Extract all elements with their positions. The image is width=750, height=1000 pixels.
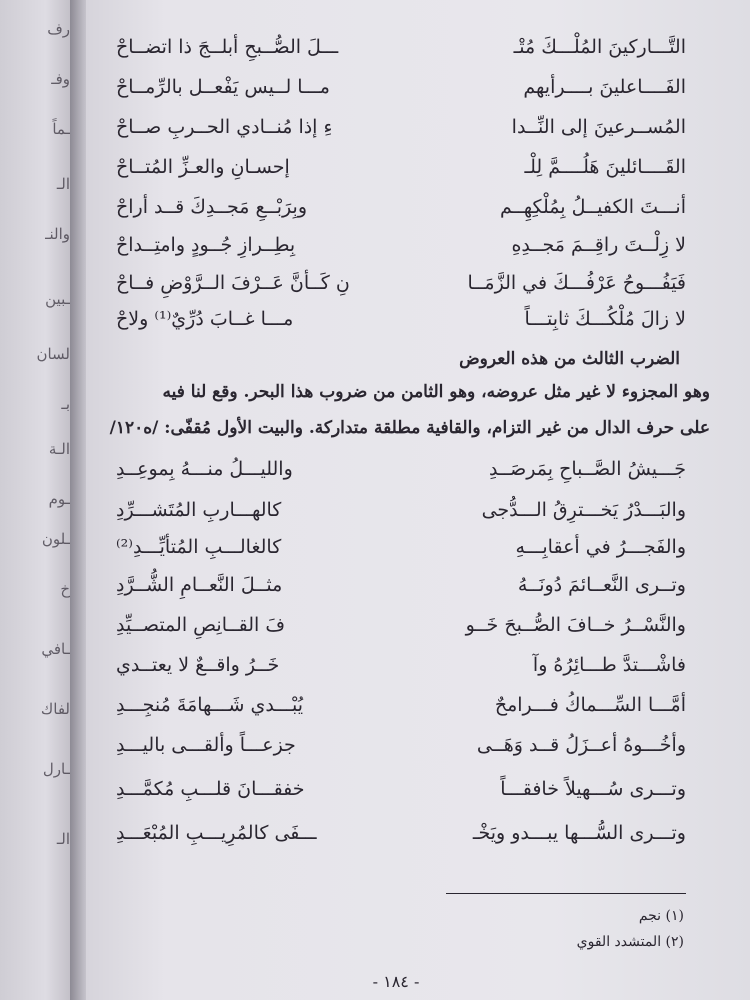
facing-fragment: بـ bbox=[61, 395, 70, 413]
verse-first-hemistich: أمَّـــا السِّـــماكُ فـــرامحٌ bbox=[494, 694, 686, 716]
facing-fragment: الـة bbox=[48, 440, 70, 458]
verse-second-hemistich: بِطِــرازِ جُــودٍ وامتِــداحْ bbox=[116, 234, 296, 256]
verse-line bbox=[116, 648, 686, 688]
verse-line bbox=[116, 530, 686, 570]
verse-first-hemistich: والبَـــدْرُ يَخـــترِقُ الـــدُّجى bbox=[481, 499, 686, 521]
verse-first-hemistich: وأخُـــوهُ أعــزَلُ قــد وَهَــى bbox=[476, 734, 686, 756]
verse-line bbox=[116, 688, 686, 728]
verse-second-hemistich: ـــفَى كالمُرِيـــبِ المُبْعَـــدِ bbox=[116, 822, 317, 844]
verse-first-hemistich: المُســرعينَ إلى النِّــدا bbox=[511, 116, 686, 138]
footnote: (١) نجم bbox=[638, 908, 684, 924]
facing-fragment: ـارل bbox=[42, 760, 70, 778]
verse-line bbox=[116, 728, 686, 768]
facing-fragment: ـوم bbox=[48, 490, 70, 508]
footnote: (٢) المتشدد القوي bbox=[576, 934, 684, 950]
verse-second-hemistich: ـــلَ الصُّــبحِ أبلــجَ ذا اتضــاحْ bbox=[116, 36, 339, 58]
prose-line: وهو المجزوء لا غير مثل عروضه، وهو الثامن من ضروب هذا البحر. وقع لنا فيه bbox=[162, 382, 710, 402]
facing-fragment: خ bbox=[60, 580, 70, 598]
verse-line bbox=[116, 228, 686, 268]
facing-fragment: والنـ bbox=[45, 225, 70, 243]
verse-first-hemistich: لا زالَ مُلْكُـــكَ ثابِتـــاً bbox=[524, 308, 686, 330]
verse-second-hemistich: والليـــلُ منـــهُ بِموعِــدِ bbox=[116, 458, 293, 480]
verse-first-hemistich: جَـــيشُ الصَّــباحِ بِمَرصَــدِ bbox=[489, 458, 686, 480]
prose-line: على حرف الدال من غير التزام، والقافية مطلقة متداركة. والبيت الأول مُقفّى: /ه١٢٠/ bbox=[109, 418, 710, 438]
verse-second-hemistich: جزعـــاً وألقـــى باليـــدِ bbox=[116, 734, 296, 756]
verse-line bbox=[116, 110, 686, 150]
verse-second-hemistich: مـــا غــابَ دُرِّيٌ⁽¹⁾ ولاحْ bbox=[116, 308, 294, 330]
verse-first-hemistich: الفَــــاعلينَ بــــرأيهم bbox=[523, 76, 686, 98]
facing-fragment: الـ bbox=[56, 175, 70, 193]
verse-second-hemistich: مـــا لــيس يَفْعــل بالرِّمــاحْ bbox=[116, 76, 330, 98]
verse-second-hemistich: خفقـــانَ قلـــبِ مُكمَّـــدِ bbox=[116, 778, 305, 800]
verse-line bbox=[116, 190, 686, 230]
verse-second-hemistich: كالغالـــبِ المُتأيِّـــدِ⁽²⁾ bbox=[116, 536, 282, 558]
verse-second-hemistich: إحسـانِ والعـزِّ المُتــاحْ bbox=[116, 156, 290, 178]
verse-line bbox=[116, 266, 686, 306]
facing-page-edge bbox=[0, 0, 76, 1000]
verse-first-hemistich: والنَّسْــرُ خــافَ الصُّــبحَ خَــو bbox=[465, 614, 686, 636]
verse-second-hemistich: خَــرُ واقــعٌ لا يعتــدي bbox=[116, 654, 280, 676]
verse-first-hemistich: والفَجـــرُ في أعقابِـــهِ bbox=[515, 536, 686, 558]
verse-line bbox=[116, 568, 686, 608]
facing-fragment: ـلون bbox=[41, 530, 70, 548]
facing-fragment: ـماً bbox=[52, 120, 70, 138]
book-page bbox=[86, 0, 750, 1000]
facing-fragment: لسان bbox=[36, 345, 70, 363]
verse-second-hemistich: ءِ إذا مُنــادي الحــربِ صــاحْ bbox=[116, 116, 333, 138]
verse-first-hemistich: القَــــائلينَ هَلُــــمَّ لِلْـ bbox=[524, 156, 686, 178]
verse-line bbox=[116, 452, 686, 492]
footnote-rule bbox=[446, 893, 686, 894]
verse-line bbox=[116, 816, 686, 856]
verse-first-hemistich: وتـــرى السُّـــها يبـــدو ويَخْـ bbox=[472, 822, 686, 844]
page-number: - ١٨٤ - bbox=[372, 972, 420, 991]
verse-first-hemistich: فَيَفُـــوحُ عَرْفُـــكَ في الزَّمَــا bbox=[467, 272, 686, 294]
facing-fragment: الـ bbox=[56, 830, 70, 848]
verse-first-hemistich: التَّـــاركينَ المُلْـــكَ مُتْـ bbox=[513, 36, 686, 58]
verse-second-hemistich: يُبْـــدي شَـــهامَةَ مُنجِـــدِ bbox=[116, 694, 304, 716]
verse-line bbox=[116, 70, 686, 110]
facing-fragment: ـبين bbox=[45, 290, 70, 308]
verse-line bbox=[116, 493, 686, 533]
facing-fragment: لفاك bbox=[40, 700, 70, 718]
verse-second-hemistich: مثــلَ النَّعــامِ الشُّــرَّدِ bbox=[116, 574, 283, 596]
verse-first-hemistich: وتــرى النَّعــائمَ دُونَــهُ bbox=[517, 574, 686, 596]
facing-fragment: رف bbox=[47, 20, 70, 38]
verse-line bbox=[116, 608, 686, 648]
verse-line bbox=[116, 30, 686, 70]
verse-first-hemistich: لا زِلْــتَ راقِــمَ مَجــدِهِ bbox=[511, 234, 686, 256]
verse-first-hemistich: وتـــرى سُـــهيلاً خافقـــاً bbox=[500, 778, 686, 800]
verse-first-hemistich: فاشْـــتدَّ طـــائِرُهُ وآ bbox=[532, 654, 686, 676]
section-heading: الضرب الثالث من هذه العروض bbox=[459, 349, 680, 369]
facing-fragment: ـافي bbox=[41, 640, 70, 658]
verse-second-hemistich: نِ كَــأنَّ عَــرْفَ الــرَّوْضِ فــاحْ bbox=[116, 272, 350, 294]
facing-fragment: وفـ bbox=[51, 70, 70, 88]
verse-second-hemistich: فَ القــانِصِ المتصــيِّدِ bbox=[116, 614, 286, 636]
verse-line bbox=[116, 150, 686, 190]
verse-line bbox=[116, 302, 686, 342]
verse-first-hemistich: أنـــتَ الكفيــلُ بِمُلْكِهِــم bbox=[499, 196, 686, 218]
verse-second-hemistich: وبِرَبْــعِ مَجــدِكَ قــد أراحْ bbox=[116, 196, 307, 218]
verse-second-hemistich: كالهـــاربِ المُتَشـــرِّدِ bbox=[116, 499, 282, 521]
verse-line bbox=[116, 772, 686, 812]
